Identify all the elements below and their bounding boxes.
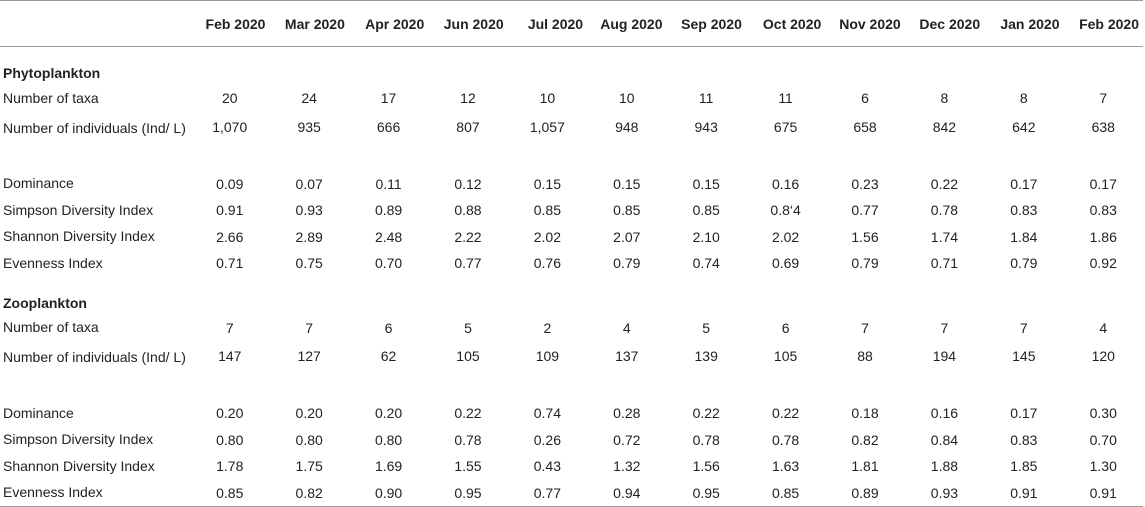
value-cell: 0.22 <box>454 405 482 422</box>
value-cell: 0.85 <box>533 202 561 219</box>
value-cell: 0.78 <box>454 431 482 448</box>
value-cell: 0.15 <box>533 175 561 192</box>
value-cell: 0.70 <box>374 255 403 272</box>
table-row <box>0 400 1143 427</box>
value-cell: 7 <box>1099 90 1108 107</box>
section-header-row <box>0 277 1143 315</box>
value-cell: 666 <box>376 118 401 135</box>
column-header-month: Aug 2020 <box>587 1 666 47</box>
value-cell: 1.84 <box>1010 228 1038 245</box>
value-cell: 0.15 <box>692 175 720 192</box>
table-row <box>0 250 1143 277</box>
value-cell: 0.77 <box>508 480 587 507</box>
value-cell: 0.75 <box>295 255 323 272</box>
row-label: Evenness Index <box>3 254 103 271</box>
value-cell: 62 <box>380 348 397 364</box>
value-cell: 0.70 <box>1089 431 1117 448</box>
column-header-month: Jun 2020 <box>428 1 507 47</box>
value-cell: 0.79 <box>851 255 879 272</box>
column-header-month: Feb 2020 <box>1064 1 1143 47</box>
value-cell: 0.22 <box>692 405 720 422</box>
value-cell: 0.82 <box>851 431 879 448</box>
value-cell: 24 <box>301 90 317 107</box>
value-cell: 0.83 <box>1010 202 1038 219</box>
value-cell: 0.22 <box>930 175 959 192</box>
value-cell: 1.74 <box>930 228 959 245</box>
value-cell: 0.85 <box>746 480 825 507</box>
value-cell: 0.72 <box>613 431 641 448</box>
header-row <box>0 1 1143 47</box>
value-cell: 642 <box>1012 118 1036 135</box>
value-cell: 10 <box>618 90 635 107</box>
section-title: Zooplankton <box>3 294 87 311</box>
value-cell: 8 <box>1019 90 1028 107</box>
value-cell: 2.10 <box>692 228 720 245</box>
column-header-month: Jan 2020 <box>984 1 1063 47</box>
row-label: Number of individuals (Ind/ L) <box>3 349 186 365</box>
value-cell: 0.12 <box>454 175 482 192</box>
table-row <box>0 197 1143 224</box>
value-cell: 6 <box>384 319 393 336</box>
value-cell: 2.66 <box>216 228 244 245</box>
value-cell: 105 <box>773 348 798 364</box>
row-label: Number of taxa <box>3 89 99 106</box>
value-cell: 2.89 <box>295 228 323 245</box>
table-row <box>0 112 1143 171</box>
value-cell: 1.32 <box>613 458 641 475</box>
table-row <box>0 85 1143 112</box>
value-cell: 0.74 <box>533 405 561 422</box>
header-label-cell <box>0 1 190 47</box>
column-header-month: Apr 2020 <box>349 1 428 47</box>
value-cell: 2.02 <box>533 228 561 245</box>
section-header-row <box>0 47 1143 86</box>
value-cell: 7 <box>1019 319 1028 336</box>
column-header-month: Sep 2020 <box>666 1 745 47</box>
value-cell: 0.20 <box>374 405 403 422</box>
value-cell: 1.86 <box>1089 228 1117 245</box>
row-label: Simpson Diversity Index <box>3 431 154 448</box>
value-cell: 0.91 <box>1064 480 1143 507</box>
value-cell: 0.95 <box>666 480 745 507</box>
value-cell: 2.07 <box>613 228 641 245</box>
value-cell: 0.83 <box>1010 431 1038 448</box>
value-cell: 0.79 <box>613 255 641 272</box>
value-cell: 0.79 <box>1010 255 1038 272</box>
value-cell: 12 <box>460 90 476 107</box>
value-cell: 1.56 <box>692 458 720 475</box>
value-cell: 0.77 <box>851 202 879 219</box>
value-cell: 0.11 <box>375 175 402 192</box>
value-cell: 1,070 <box>212 118 248 135</box>
value-cell: 7 <box>861 319 869 336</box>
value-cell: 0.18 <box>851 405 879 422</box>
value-cell: 2 <box>543 319 552 336</box>
value-cell: 675 <box>773 118 798 135</box>
value-cell: 0.43 <box>533 458 561 475</box>
value-cell: 7 <box>225 319 234 336</box>
value-cell: 8 <box>940 90 949 107</box>
value-cell: 5 <box>464 319 472 336</box>
value-cell: 0.22 <box>771 405 800 422</box>
column-header-month: Oct 2020 <box>746 1 825 47</box>
value-cell: 1.63 <box>771 458 800 475</box>
table-row <box>0 480 1143 507</box>
value-cell: 2.48 <box>374 228 403 245</box>
table-row <box>0 341 1143 400</box>
row-label: Shannon Diversity Index <box>3 457 155 474</box>
value-cell: 11 <box>698 90 714 107</box>
column-header-month: Jul 2020 <box>508 1 587 47</box>
value-cell: 0.15 <box>613 175 641 192</box>
value-cell: 1.55 <box>454 458 482 475</box>
value-cell: 0.76 <box>533 255 561 272</box>
value-cell: 0.88 <box>454 202 482 219</box>
value-cell: 1.88 <box>930 458 959 475</box>
value-cell: 935 <box>297 118 321 135</box>
column-header-month: Feb 2020 <box>190 1 269 47</box>
value-cell: 0.80 <box>295 431 323 448</box>
value-cell: 0.09 <box>216 175 244 192</box>
value-cell: 0.17 <box>1010 405 1038 422</box>
value-cell: 0.85 <box>692 202 720 219</box>
value-cell: 1.81 <box>851 458 879 475</box>
value-cell: 1,057 <box>529 118 565 135</box>
table-row <box>0 224 1143 251</box>
value-cell: 194 <box>932 348 957 364</box>
value-cell: 17 <box>380 90 397 107</box>
value-cell: 0.17 <box>1010 175 1038 192</box>
value-cell: 0.8‘4 <box>770 202 801 219</box>
value-cell: 948 <box>615 118 639 135</box>
value-cell: 109 <box>535 348 560 364</box>
value-cell: 0.78 <box>930 202 959 219</box>
value-cell: 0.93 <box>905 480 984 507</box>
value-cell: 1.78 <box>216 458 244 475</box>
table-body <box>0 47 1143 507</box>
value-cell: 0.20 <box>216 405 244 422</box>
value-cell: 7 <box>305 319 314 336</box>
value-cell: 0.16 <box>771 175 800 192</box>
value-cell: 1.56 <box>851 228 879 245</box>
value-cell: 0.85 <box>613 202 641 219</box>
value-cell: 0.93 <box>295 202 323 219</box>
value-cell: 0.23 <box>851 175 879 192</box>
table-row <box>0 427 1143 454</box>
value-cell: 139 <box>694 348 718 364</box>
table-row <box>0 453 1143 480</box>
value-cell: 658 <box>853 118 877 135</box>
value-cell: 0.17 <box>1089 175 1117 192</box>
value-cell: 0.94 <box>587 480 666 507</box>
value-cell: 6 <box>781 319 790 336</box>
value-cell: 0.89 <box>825 480 904 507</box>
value-cell: 0.82 <box>269 480 348 507</box>
value-cell: 2.02 <box>771 228 800 245</box>
value-cell: 127 <box>297 348 321 364</box>
value-cell: 638 <box>1091 118 1115 135</box>
value-cell: 0.80 <box>216 431 244 448</box>
value-cell: 2.22 <box>454 228 482 245</box>
row-label: Evenness Index <box>0 480 190 507</box>
table-row <box>0 171 1143 198</box>
value-cell: 5 <box>702 319 711 336</box>
value-cell: 20 <box>221 90 238 107</box>
value-cell: 0.16 <box>930 405 959 422</box>
row-label: Number of individuals (Ind/ L) <box>3 119 186 136</box>
value-cell: 0.85 <box>190 480 269 507</box>
value-cell: 0.07 <box>295 175 323 192</box>
value-cell: 0.89 <box>374 202 403 219</box>
row-label: Shannon Diversity Index <box>3 228 155 245</box>
value-cell: 1.75 <box>295 458 323 475</box>
row-label: Simpson Diversity Index <box>3 201 154 218</box>
value-cell: 0.78 <box>692 431 720 448</box>
value-cell: 0.84 <box>930 431 959 448</box>
value-cell: 147 <box>218 348 242 364</box>
value-cell: 0.92 <box>1089 255 1117 272</box>
value-cell: 1.69 <box>374 458 403 475</box>
value-cell: 10 <box>539 90 556 107</box>
value-cell: 105 <box>456 348 480 364</box>
value-cell: 0.74 <box>692 255 720 272</box>
value-cell: 145 <box>1012 348 1036 364</box>
value-cell: 0.77 <box>454 255 482 272</box>
value-cell: 4 <box>622 319 631 336</box>
value-cell: 137 <box>615 348 639 364</box>
value-cell: 0.90 <box>349 480 428 507</box>
value-cell: 0.30 <box>1089 405 1117 422</box>
value-cell: 6 <box>861 90 869 107</box>
column-header-month: Mar 2020 <box>269 1 348 47</box>
section-title: Phytoplankton <box>3 65 101 81</box>
value-cell: 842 <box>932 118 957 135</box>
value-cell: 0.71 <box>216 255 244 272</box>
value-cell: 7 <box>940 319 949 336</box>
row-label: Number of taxa <box>3 319 99 336</box>
column-header-month: Dec 2020 <box>905 1 984 47</box>
row-label: Dominance <box>3 404 74 421</box>
value-cell: 943 <box>694 118 718 135</box>
value-cell: 120 <box>1091 348 1115 364</box>
value-cell: 0.69 <box>771 255 800 272</box>
value-cell: 807 <box>456 118 480 135</box>
value-cell: 0.80 <box>374 431 403 448</box>
value-cell: 0.26 <box>533 431 561 448</box>
value-cell: 0.95 <box>428 480 507 507</box>
value-cell: 0.91 <box>984 480 1063 507</box>
value-cell: 4 <box>1099 319 1108 336</box>
column-header-month: Nov 2020 <box>825 1 904 47</box>
value-cell: 1.85 <box>1010 458 1038 475</box>
table-row <box>0 315 1143 342</box>
value-cell: 1.30 <box>1089 458 1117 475</box>
value-cell: 0.83 <box>1089 202 1117 219</box>
value-cell: 0.78 <box>771 431 800 448</box>
row-label: Dominance <box>3 175 74 192</box>
value-cell: 88 <box>857 348 873 364</box>
value-cell: 0.91 <box>216 202 244 219</box>
value-cell: 11 <box>778 90 793 107</box>
value-cell: 0.28 <box>613 405 641 422</box>
value-cell: 0.71 <box>930 255 959 272</box>
value-cell: 0.20 <box>295 405 323 422</box>
